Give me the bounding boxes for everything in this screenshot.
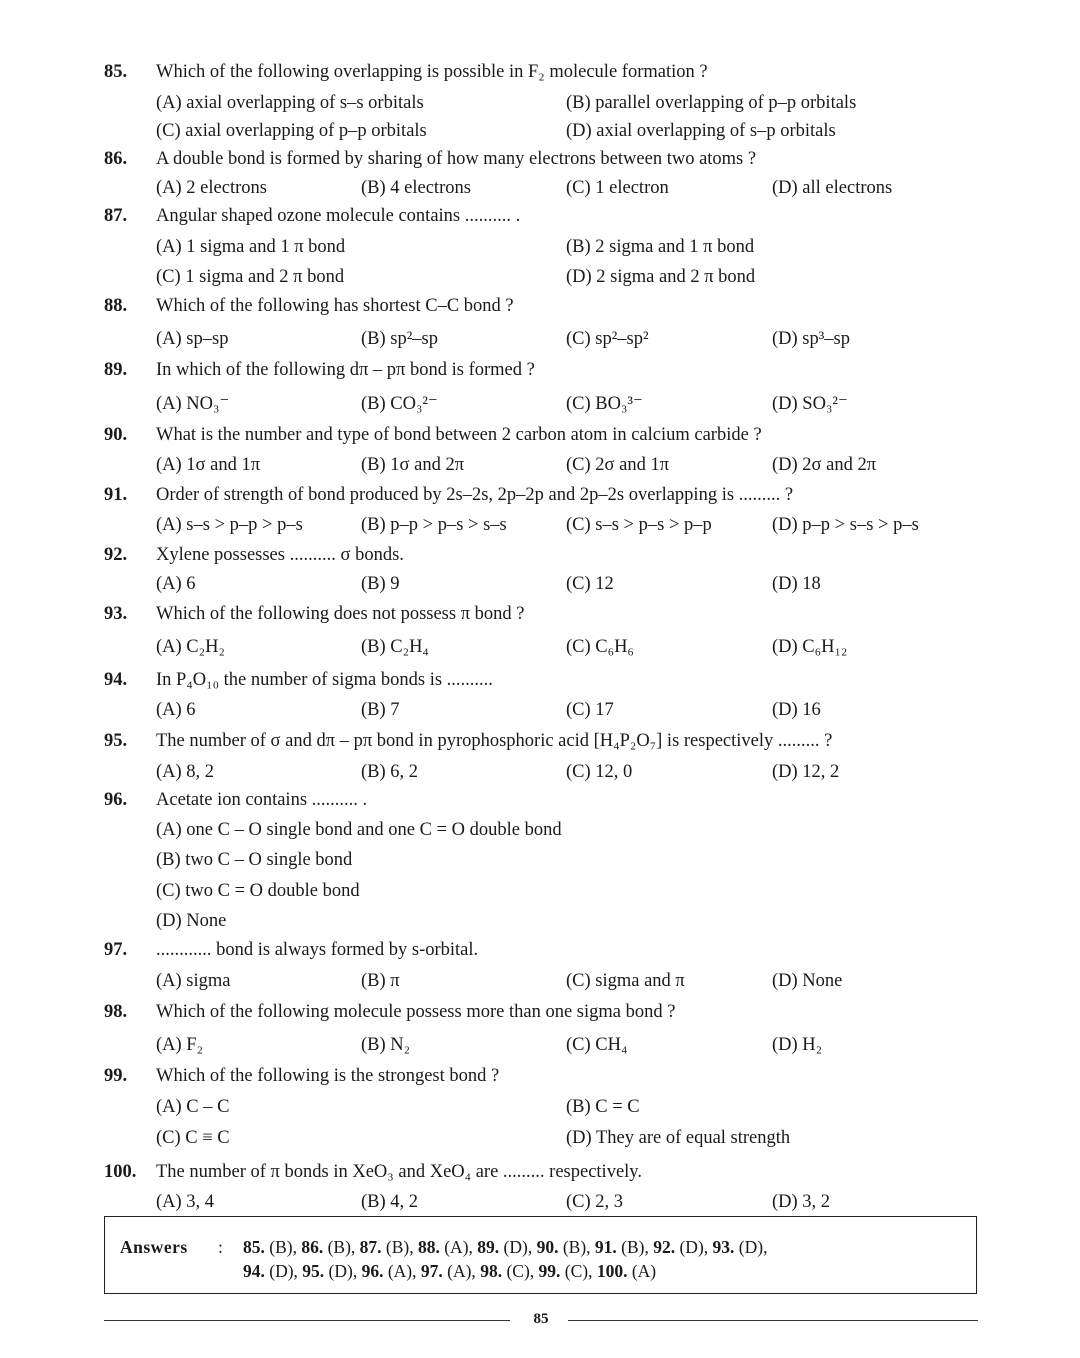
option-a: (A) C₂H₂ <box>156 637 225 657</box>
answers-colon: : <box>218 1237 223 1257</box>
option-a: (A) 1σ and 1π <box>156 455 261 475</box>
question-text: In which of the following dπ – pπ bond is formed ? <box>156 360 535 380</box>
question-text: The number of π bonds in XeO₃ and XeO₄ are ......... respectively. <box>156 1162 642 1182</box>
option-d: (D) p–p > s–s > p–s <box>772 515 919 535</box>
question-text: Xylene possesses .......... σ bonds. <box>156 545 404 565</box>
option-a: (A) sp–sp <box>156 329 229 349</box>
option-d: (D) H₂ <box>772 1035 823 1055</box>
option-a: (A) sigma <box>156 971 231 991</box>
option-b: (B) p–p > p–s > s–s <box>361 515 507 535</box>
option-c: (C) 12, 0 <box>566 762 633 782</box>
question-90 <box>104 424 984 446</box>
option-c: (C) 12 <box>566 574 614 594</box>
option-c: (C) sigma and π <box>566 971 685 991</box>
footer-rule-right <box>568 1320 978 1321</box>
question-number: 89. <box>104 360 128 380</box>
option-a: (A) axial overlapping of s–s orbitals <box>156 93 424 113</box>
question-96 <box>104 789 984 811</box>
page-number: 85 <box>533 1311 549 1327</box>
option-b: (B) 4 electrons <box>361 178 471 198</box>
option-c: (C) axial overlapping of p–p orbitals <box>156 121 427 141</box>
question-text: Which of the following does not possess π bond ? <box>156 604 525 624</box>
option-d: (D) 18 <box>772 574 821 594</box>
option-b: (B) N₂ <box>361 1035 411 1055</box>
question-number: 96. <box>104 790 128 810</box>
question-86 <box>104 148 984 170</box>
option-a: (A) 6 <box>156 574 196 594</box>
question-number: 85. <box>104 62 128 82</box>
question-number: 97. <box>104 940 128 960</box>
question-97 <box>104 939 984 961</box>
question-93 <box>104 603 984 625</box>
option-a: (A) NO₃⁻ <box>156 394 230 414</box>
option-a: (A) 3, 4 <box>156 1192 215 1212</box>
option-d: (D) 2σ and 2π <box>772 455 877 475</box>
question-number: 88. <box>104 296 128 316</box>
option-b: (B) CO₃²⁻ <box>361 394 438 414</box>
option-b: (B) 4, 2 <box>361 1192 419 1212</box>
option-c: (C) CH₄ <box>566 1035 628 1055</box>
option-c: (C) C₆H₆ <box>566 637 634 657</box>
question-text: What is the number and type of bond between 2 carbon atom in calcium carbide ? <box>156 425 762 445</box>
question-number: 98. <box>104 1002 128 1022</box>
question-92 <box>104 544 984 566</box>
option-d: (D) 16 <box>772 700 821 720</box>
option-b: (B) C = C <box>566 1097 640 1117</box>
question-text: Angular shaped ozone molecule contains .......... . <box>156 206 521 226</box>
option-a: (A) one C – O single bond and one C = O double bond <box>156 820 562 840</box>
option-d: (D) They are of equal strength <box>566 1128 791 1148</box>
question-number: 87. <box>104 206 128 226</box>
question-text: In P₄O₁₀ the number of sigma bonds is .......... <box>156 670 493 690</box>
answer-key-box <box>104 1216 977 1294</box>
answers-label: Answers <box>120 1237 188 1257</box>
question-91 <box>104 484 984 506</box>
footer-rule-left <box>104 1320 510 1321</box>
question-number: 94. <box>104 670 128 690</box>
option-b: (B) parallel overlapping of p–p orbitals <box>566 93 857 113</box>
option-c: (C) 1 electron <box>566 178 669 198</box>
question-number: 91. <box>104 485 128 505</box>
question-number: 90. <box>104 425 128 445</box>
option-a: (A) s–s > p–p > p–s <box>156 515 303 535</box>
option-d: (D) C₆H₁₂ <box>772 637 848 657</box>
option-c: (C) sp²–sp² <box>566 329 649 349</box>
option-d: (D) None <box>772 971 843 991</box>
question-text: ............ bond is always formed by s-orbital. <box>156 940 479 960</box>
option-a: (A) F₂ <box>156 1035 204 1055</box>
option-c: (C) 2σ and 1π <box>566 455 670 475</box>
option-b: (B) π <box>361 971 400 991</box>
option-d: (D) 12, 2 <box>772 762 840 782</box>
question-number: 92. <box>104 545 128 565</box>
question-text: Order of strength of bond produced by 2s–2s, 2p–2p and 2p–2s overlapping is ......... ? <box>156 485 794 505</box>
question-87 <box>104 205 984 227</box>
answers-line-1: 85. (B), 86. (B), 87. (B), 88. (A), 89. (D), 90. (B), 91. (B), 92. (D), 93. (D), <box>243 1237 768 1257</box>
option-c: (C) BO₃³⁻ <box>566 394 643 414</box>
option-a: (A) 6 <box>156 700 196 720</box>
question-85 <box>104 61 984 83</box>
question-number: 86. <box>104 149 128 169</box>
option-c: (C) 1 sigma and 2 π bond <box>156 267 345 287</box>
option-c: (C) s–s > p–s > p–p <box>566 515 712 535</box>
question-95 <box>104 730 984 752</box>
option-b: (B) two C – O single bond <box>156 850 353 870</box>
question-number: 99. <box>104 1066 128 1086</box>
question-text: Which of the following is the strongest bond ? <box>156 1066 500 1086</box>
question-number: 100. <box>104 1162 137 1182</box>
option-b: (B) 6, 2 <box>361 762 419 782</box>
question-text: Acetate ion contains .......... . <box>156 790 368 810</box>
option-d: (D) axial overlapping of s–p orbitals <box>566 121 836 141</box>
option-a: (A) C – C <box>156 1097 230 1117</box>
option-c: (C) 17 <box>566 700 614 720</box>
question-88 <box>104 295 984 317</box>
option-b: (B) 7 <box>361 700 400 720</box>
option-b: (B) 2 sigma and 1 π bond <box>566 237 755 257</box>
question-100 <box>104 1161 984 1183</box>
option-d: (D) None <box>156 911 227 931</box>
option-d: (D) all electrons <box>772 178 893 198</box>
option-c: (C) 2, 3 <box>566 1192 624 1212</box>
option-b: (B) C₂H₄ <box>361 637 429 657</box>
question-text: Which of the following overlapping is possible in F₂ molecule formation ? <box>156 62 708 82</box>
question-text: Which of the following has shortest C–C bond ? <box>156 296 514 316</box>
option-d: (D) 3, 2 <box>772 1192 831 1212</box>
option-a: (A) 8, 2 <box>156 762 215 782</box>
option-d: (D) 2 sigma and 2 π bond <box>566 267 756 287</box>
option-c: (C) C ≡ C <box>156 1128 230 1148</box>
option-d: (D) SO₃²⁻ <box>772 394 848 414</box>
question-text: A double bond is formed by sharing of how many electrons between two atoms ? <box>156 149 757 169</box>
question-94 <box>104 669 984 691</box>
question-number: 95. <box>104 731 128 751</box>
question-text: The number of σ and dπ – pπ bond in pyrophosphoric acid [H₄P₂O₇] is respectively ......... ? <box>156 731 833 751</box>
option-b: (B) sp²–sp <box>361 329 438 349</box>
answers-line-2: 94. (D), 95. (D), 96. (A), 97. (A), 98. (C), 99. (C), 100. (A) <box>243 1261 657 1281</box>
question-89 <box>104 359 984 381</box>
question-98 <box>104 1001 984 1023</box>
question-text: Which of the following molecule possess more than one sigma bond ? <box>156 1002 676 1022</box>
question-number: 93. <box>104 604 128 624</box>
option-a: (A) 2 electrons <box>156 178 267 198</box>
question-99 <box>104 1065 984 1087</box>
option-a: (A) 1 sigma and 1 π bond <box>156 237 346 257</box>
option-c: (C) two C = O double bond <box>156 881 360 901</box>
option-b: (B) 1σ and 2π <box>361 455 465 475</box>
option-d: (D) sp³–sp <box>772 329 851 349</box>
option-b: (B) 9 <box>361 574 400 594</box>
